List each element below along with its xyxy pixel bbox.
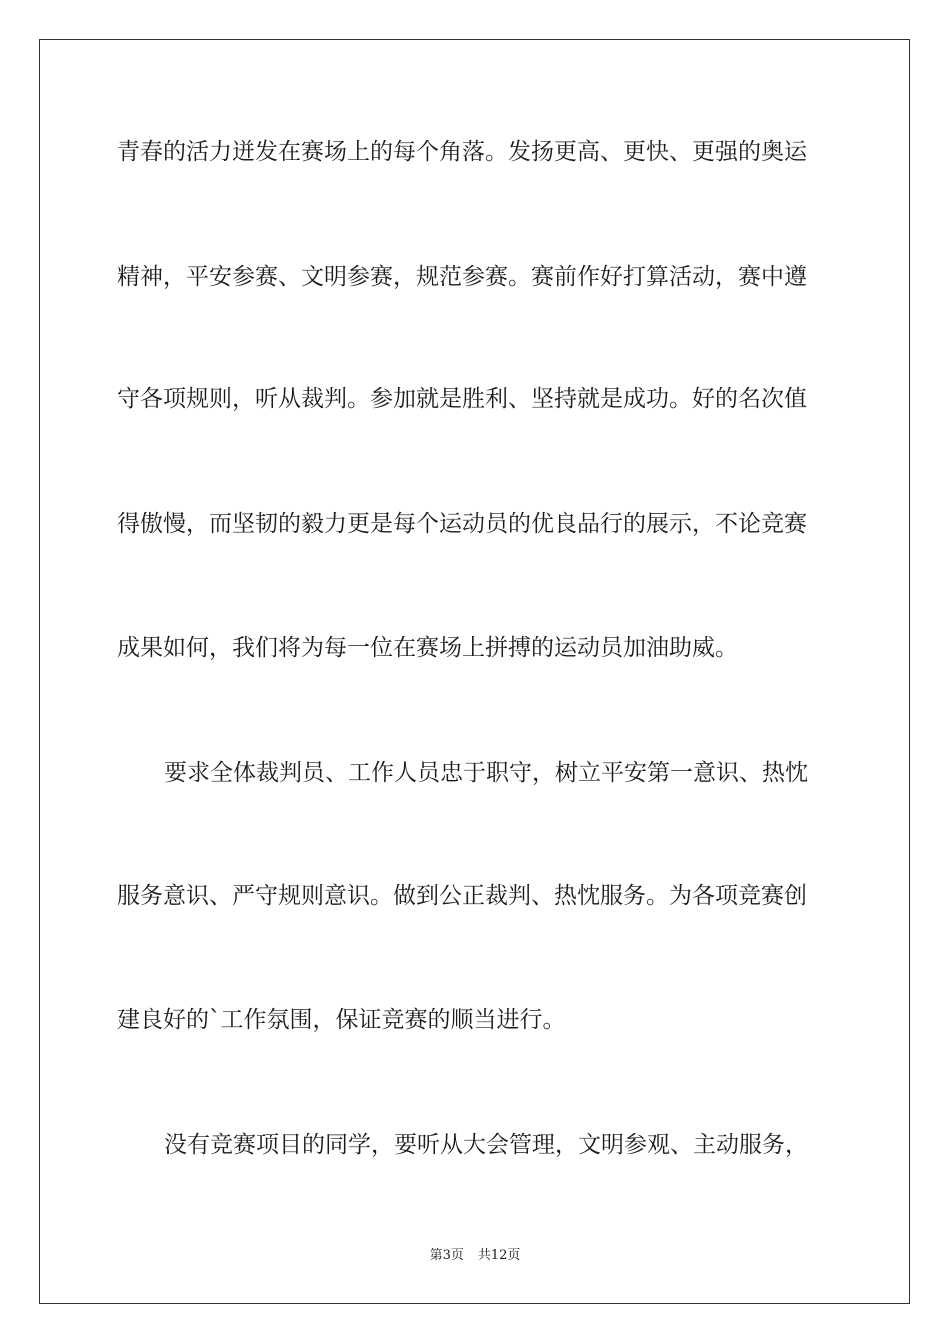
text-line-8: 建良好的`工作氛围，保证竞赛的顺当进行。: [117, 1007, 566, 1033]
text-line-7: 服务意识、严守规则意识。做到公正裁判、热忱服务。为各项竞赛创: [117, 883, 807, 909]
text-line-6: 要求全体裁判员、工作人员忠于职守，树立平安第一意识、热忱: [164, 760, 808, 786]
page-number: 第3页: [429, 1248, 464, 1263]
text-line-3: 守各项规则，听从裁判。参加就是胜利、坚持就是成功。好的名次值: [117, 386, 807, 412]
page-footer: [0, 1247, 950, 1265]
text-line-9: 没有竞赛项目的同学，要听从大会管理，文明参观、主动服务，: [164, 1132, 808, 1158]
text-line-1: 青春的活力迸发在赛场上的每个角落。发扬更高、更快、更强的奥运: [117, 139, 807, 165]
page-total: 共12页: [477, 1248, 521, 1263]
text-line-2: 精神，平安参赛、文明参赛，规范参赛。赛前作好打算活动，赛中遵: [117, 264, 807, 290]
page-border: [39, 39, 910, 1304]
text-line-4: 得傲慢，而坚韧的毅力更是每个运动员的优良品行的展示，不论竞赛: [117, 511, 807, 537]
text-line-5: 成果如何，我们将为每一位在赛场上拼搏的运动员加油助威。: [117, 635, 738, 661]
